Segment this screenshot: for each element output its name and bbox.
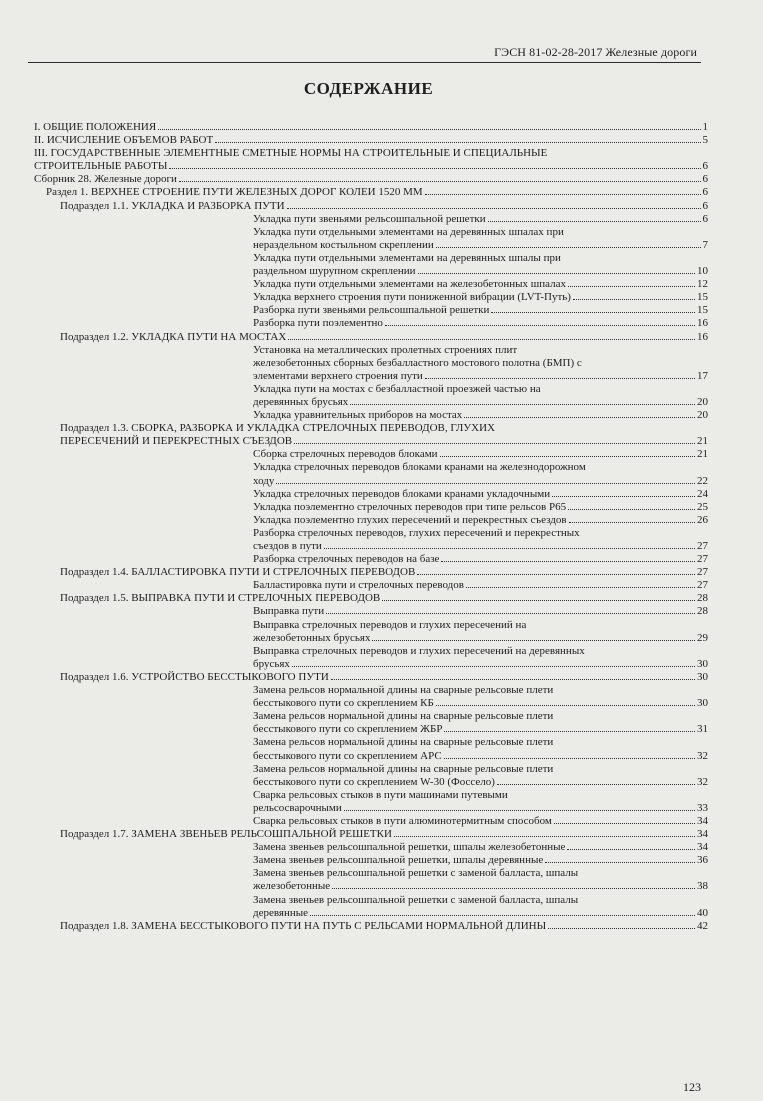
toc-entry-title: Подраздел 1.3. СБОРКА, РАЗБОРКА И УКЛАДКА СТРЕЛОЧНЫХ ПЕРЕВОДОВ, ГЛУХИХ	[60, 422, 496, 435]
dot-leader	[545, 862, 695, 863]
dot-leader	[276, 483, 695, 484]
dot-leader	[491, 312, 695, 313]
toc-entry-title: Балластировка пути и стрелочных переводов	[253, 579, 464, 592]
dot-leader	[385, 325, 695, 326]
toc-entry-title: Укладка пути отдельными элементами на деревянных шпалах при	[253, 225, 564, 238]
dot-leader	[310, 915, 695, 916]
toc-entry[interactable]	[34, 867, 708, 893]
toc-entry[interactable]	[34, 134, 708, 147]
dot-leader	[288, 339, 695, 340]
toc-entry-title: Раздел 1. ВЕРХНЕЕ СТРОЕНИЕ ПУТИ ЖЕЛЕЗНЫХ ДОРОГ КОЛЕИ 1520 ММ	[46, 186, 423, 199]
dot-leader	[444, 758, 695, 759]
toc-entry[interactable]	[34, 592, 708, 605]
toc-entry-title: Укладка поэлементно глухих пересечений и перекрестных съездов	[253, 513, 567, 526]
page-title: СОДЕРЖАНИЕ	[303, 79, 434, 98]
dot-leader	[372, 640, 695, 641]
toc-entry-title: Замена рельсов нормальной длины на сварные рельсовые плети	[253, 684, 554, 697]
toc-page-number: 32	[697, 749, 708, 762]
toc-entry-title: Укладка пути отдельными элементами на деревянных шпалы при	[253, 251, 561, 264]
toc-entry-title: бесстыкового пути со скреплением ЖБР	[253, 723, 443, 736]
toc-entry[interactable]	[34, 186, 708, 199]
toc-page-number: 31	[697, 723, 708, 736]
toc-entry[interactable]	[34, 671, 708, 684]
toc-entry[interactable]	[34, 383, 708, 409]
toc-page-number: 34	[697, 814, 708, 827]
toc-entry[interactable]	[34, 252, 708, 278]
toc-page-number: 30	[697, 697, 708, 710]
toc-entry-title: Укладка стрелочных переводов блоками кранами на железнодорожном	[253, 461, 586, 474]
toc-entry-title: Подраздел 1.6. УСТРОЙСТВО БЕССТЫКОВОГО ПУТИ	[60, 670, 329, 683]
dot-leader	[552, 496, 695, 497]
toc-page-number: 30	[697, 670, 708, 683]
toc-entry-title: Сборник 28. Железные дороги	[34, 173, 177, 186]
toc-entry[interactable]	[34, 920, 708, 933]
toc-entry-title: элементами верхнего строения пути	[253, 369, 423, 382]
dot-leader	[567, 849, 695, 850]
dot-leader	[418, 273, 695, 274]
toc-page-number: 7	[702, 238, 708, 251]
toc-page-number: 6	[702, 186, 708, 199]
toc-entry-title: Установка на металлических пролетных строениях плит	[253, 343, 518, 356]
dot-leader	[179, 181, 701, 182]
toc-entry-title: Подраздел 1.1. УКЛАДКА И РАЗБОРКА ПУТИ	[60, 199, 285, 212]
toc-page-number: 16	[697, 330, 708, 343]
toc-entry-title: Подраздел 1.2. УКЛАДКА ПУТИ НА МОСТАХ	[60, 330, 287, 343]
toc-page-number: 32	[697, 775, 708, 788]
toc-entry-title: III. ГОСУДАРСТВЕННЫЕ ЭЛЕМЕНТНЫЕ СМЕТНЫЕ НОРМЫ НА СТРОИТЕЛЬНЫЕ И СПЕЦИАЛЬНЫЕ	[34, 147, 548, 160]
header-rule	[28, 62, 701, 63]
dot-leader	[158, 129, 700, 130]
toc-entry[interactable]	[34, 619, 708, 645]
toc-page-number: 34	[697, 828, 708, 841]
toc-entry-title: Разборка стрелочных переводов на базе	[253, 553, 440, 566]
toc-entry[interactable]	[34, 789, 708, 815]
toc-entry-title: Укладка пути отдельными элементами на железобетонных шпалах	[253, 278, 566, 291]
toc-page-number: 27	[697, 553, 708, 566]
toc-page-number: 6	[702, 160, 708, 173]
toc-entry-title: Замена рельсов нормальной длины на сварные рельсовые плети	[253, 710, 554, 723]
toc-entry-title: бесстыкового пути со скреплением КБ	[253, 697, 434, 710]
dot-leader	[436, 247, 701, 248]
toc-page-number: 27	[697, 540, 708, 552]
toc-entry-title: СТРОИТЕЛЬНЫЕ РАБОТЫ	[34, 160, 168, 173]
dot-leader	[324, 548, 695, 549]
toc-entry-title: Укладка пути звеньями рельсошпальной решетки	[253, 212, 486, 225]
dot-leader	[488, 221, 701, 222]
toc-entry[interactable]	[34, 828, 708, 841]
toc-page-number: 33	[697, 801, 708, 814]
toc-entry-title: деревянные	[253, 906, 309, 919]
toc-entry-title: брусьях	[253, 657, 290, 670]
dot-leader	[497, 784, 695, 785]
toc-page-number: 25	[697, 500, 708, 513]
toc-entry[interactable]	[34, 173, 708, 186]
toc-entry-title: I. ОБЩИЕ ПОЛОЖЕНИЯ	[34, 121, 157, 133]
toc-entry[interactable]	[34, 409, 708, 422]
toc-entry[interactable]	[34, 448, 708, 461]
toc-entry[interactable]	[34, 200, 708, 213]
dot-leader	[441, 561, 695, 562]
toc-page-number: 36	[697, 854, 708, 867]
toc-entry[interactable]	[34, 815, 708, 828]
toc-entry[interactable]	[34, 684, 708, 710]
toc-page-number: 6	[702, 212, 708, 225]
toc-page-number: 21	[697, 448, 708, 461]
toc-entry-title: бесстыкового пути со скреплением АРС	[253, 749, 442, 762]
toc-entry[interactable]	[34, 147, 708, 173]
toc-entry-title: рельсосварочными	[253, 801, 342, 814]
toc-entry[interactable]	[34, 514, 708, 527]
toc-entry-title: Замена звеньев рельсошпальной решетки с заменой балласта, шпалы	[253, 867, 579, 880]
toc-page-number: 34	[697, 841, 708, 854]
toc-page-number: 28	[697, 592, 708, 605]
toc-entry-title: Выправка стрелочных переводов и глухих пересечений на	[253, 618, 527, 631]
toc-page-number: 12	[697, 278, 708, 291]
running-header: ГЭСН 81-02-28-2017 Железные дороги	[494, 45, 697, 59]
toc-entry-title: бесстыкового пути со скреплением W-30 (Фоссело)	[253, 775, 495, 788]
dot-leader	[350, 404, 695, 405]
toc-entry[interactable]	[34, 645, 708, 671]
toc-entry-title: раздельном шурупном скреплении	[253, 265, 416, 278]
toc-page-number: 42	[697, 919, 708, 932]
toc-page-number: 27	[697, 579, 708, 592]
toc-page-number: 22	[697, 474, 708, 487]
toc-entry[interactable]	[34, 304, 708, 317]
toc-entry[interactable]	[34, 317, 708, 330]
toc-entry-title: железобетонных брусьях	[253, 631, 371, 644]
toc-entry[interactable]	[34, 461, 708, 487]
dot-leader	[332, 888, 695, 889]
toc-page-number: 30	[697, 657, 708, 670]
dot-leader	[326, 613, 695, 614]
toc-entry[interactable]	[34, 278, 708, 291]
toc-entry[interactable]	[34, 854, 708, 867]
toc-page-number: 17	[697, 369, 708, 382]
toc-page-number: 27	[697, 566, 708, 579]
table-of-contents	[34, 121, 708, 933]
toc-page-number: 16	[697, 317, 708, 330]
toc-entry[interactable]	[34, 894, 708, 920]
toc-entry-title: Подраздел 1.4. БАЛЛАСТИРОВКА ПУТИ И СТРЕЛОЧНЫХ ПЕРЕВОДОВ	[60, 566, 416, 579]
dot-leader	[292, 666, 695, 667]
dot-leader	[169, 168, 700, 169]
dot-leader	[554, 823, 695, 824]
toc-entry[interactable]	[34, 331, 708, 344]
toc-page-number: 6	[702, 173, 708, 186]
toc-page-number: 6	[702, 199, 708, 212]
dot-leader	[344, 810, 695, 811]
toc-entry-title: Укладка уравнительных приборов на мостах	[253, 409, 463, 422]
toc-page-number: 38	[697, 880, 708, 893]
toc-page-number: 10	[697, 265, 708, 278]
toc-entry-title: II. ИСЧИСЛЕНИЕ ОБЪЕМОВ РАБОТ	[34, 134, 214, 147]
page-number: 123	[683, 1080, 701, 1094]
toc-page-number: 24	[697, 487, 708, 500]
toc-entry[interactable]	[34, 121, 708, 134]
dot-leader	[440, 456, 695, 457]
toc-entry-title: Разборка пути поэлементно	[253, 317, 383, 330]
dot-leader	[444, 731, 695, 732]
toc-entry-title: ПЕРЕСЕЧЕНИЙ И ПЕРЕКРЕСТНЫХ СЪЕЗДОВ	[60, 435, 293, 448]
dot-leader	[215, 142, 700, 143]
toc-page-number: 15	[697, 291, 708, 304]
toc-entry-title: Подраздел 1.5. ВЫПРАВКА ПУТИ И СТРЕЛОЧНЫХ ПЕРЕВОДОВ	[60, 592, 381, 605]
dot-leader	[394, 836, 695, 837]
dot-leader	[382, 600, 695, 601]
toc-entry-title: Разборка пути звеньями рельсошпальной решетки	[253, 304, 490, 317]
toc-entry-title: Укладка верхнего строения пути пониженной вибрации (LVT-Путь)	[253, 291, 571, 304]
toc-entry[interactable]	[34, 213, 708, 226]
toc-entry-title: Укладка пути на мостах с безбалластной проезжей частью на	[253, 382, 541, 395]
dot-leader	[425, 378, 695, 379]
toc-entry-title: съездов в пути	[253, 540, 322, 552]
toc-entry-title: деревянных брусьях	[253, 395, 349, 408]
toc-entry[interactable]	[34, 736, 708, 762]
toc-entry-title: Подраздел 1.7. ЗАМЕНА ЗВЕНЬЕВ РЕЛЬСОШПАЛЬНОЙ РЕШЕТКИ	[60, 828, 392, 841]
toc-entry-title: Укладка поэлементно стрелочных переводов при типе рельсов Р65	[253, 500, 567, 513]
toc-entry-title: Сварка рельсовых стыков в пути машинами путевыми	[253, 788, 508, 801]
toc-entry[interactable]	[34, 291, 708, 304]
toc-entry-title: Замена звеньев рельсошпальной решетки, шпалы деревянные	[253, 854, 544, 867]
toc-entry-title: Выправка пути	[253, 605, 325, 618]
dot-leader	[464, 417, 695, 418]
dot-leader	[568, 286, 695, 287]
toc-entry-title: железобетонных сборных безбалластного мостового полотна (БМП) с	[253, 356, 582, 369]
toc-page-number: 15	[697, 304, 708, 317]
toc-entry[interactable]	[34, 763, 708, 789]
toc-entry[interactable]	[34, 422, 708, 448]
toc-page-number: 29	[697, 631, 708, 644]
toc-entry[interactable]	[34, 527, 708, 553]
toc-entry[interactable]	[34, 605, 708, 618]
toc-entry-title: Замена звеньев рельсошпальной решетки, шпалы железобетонные	[253, 841, 566, 854]
toc-entry[interactable]	[34, 579, 708, 592]
toc-entry[interactable]	[34, 841, 708, 854]
toc-entry-title: Укладка стрелочных переводов блоками кранами укладочными	[253, 487, 551, 500]
toc-page-number: 21	[697, 435, 708, 448]
toc-page-number: 1	[702, 121, 708, 133]
dot-leader	[569, 522, 695, 523]
dot-leader	[436, 705, 695, 706]
dot-leader	[568, 509, 695, 510]
toc-page-number: 26	[697, 513, 708, 526]
toc-page-number: 20	[697, 395, 708, 408]
dot-leader	[331, 679, 695, 680]
toc-entry-title: Разборка стрелочных переводов, глухих пересечений и перекрестных	[253, 526, 580, 539]
dot-leader	[573, 299, 695, 300]
toc-entry[interactable]	[34, 344, 708, 383]
dot-leader	[294, 443, 695, 444]
toc-entry-title: Подраздел 1.8. ЗАМЕНА БЕССТЫКОВОГО ПУТИ НА ПУТЬ С РЕЛЬСАМИ НОРМАЛЬНОЙ ДЛИНЫ	[60, 919, 547, 932]
toc-entry-title: нераздельном костыльном скреплении	[253, 238, 434, 251]
toc-entry-title: Сборка стрелочных переводов блоками	[253, 448, 438, 461]
toc-entry-title: Замена звеньев рельсошпальной решетки с заменой балласта, шпалы	[253, 893, 579, 906]
toc-entry[interactable]	[34, 710, 708, 736]
toc-entry-title: Сварка рельсовых стыков в пути алюминотермитным способом	[253, 814, 552, 827]
toc-entry-title: Замена рельсов нормальной длины на сварные рельсовые плети	[253, 736, 554, 749]
toc-entry-title: железобетонные	[253, 880, 331, 893]
toc-entry[interactable]	[34, 488, 708, 501]
toc-entry-title: ходу	[253, 474, 275, 487]
dot-leader	[287, 208, 701, 209]
toc-page-number: 28	[697, 605, 708, 618]
toc-entry[interactable]	[34, 501, 708, 514]
toc-page-number: 40	[697, 906, 708, 919]
dot-leader	[417, 574, 695, 575]
toc-entry[interactable]	[34, 553, 708, 566]
dot-leader	[425, 194, 701, 195]
dot-leader	[466, 587, 695, 588]
toc-entry[interactable]	[34, 566, 708, 579]
toc-page-number: 20	[697, 409, 708, 422]
toc-entry[interactable]	[34, 226, 708, 252]
toc-page-number: 5	[702, 134, 708, 147]
dot-leader	[548, 928, 695, 929]
toc-entry-title: Замена рельсов нормальной длины на сварные рельсовые плети	[253, 762, 554, 775]
toc-entry-title: Выправка стрелочных переводов и глухих пересечений на деревянных	[253, 644, 585, 657]
